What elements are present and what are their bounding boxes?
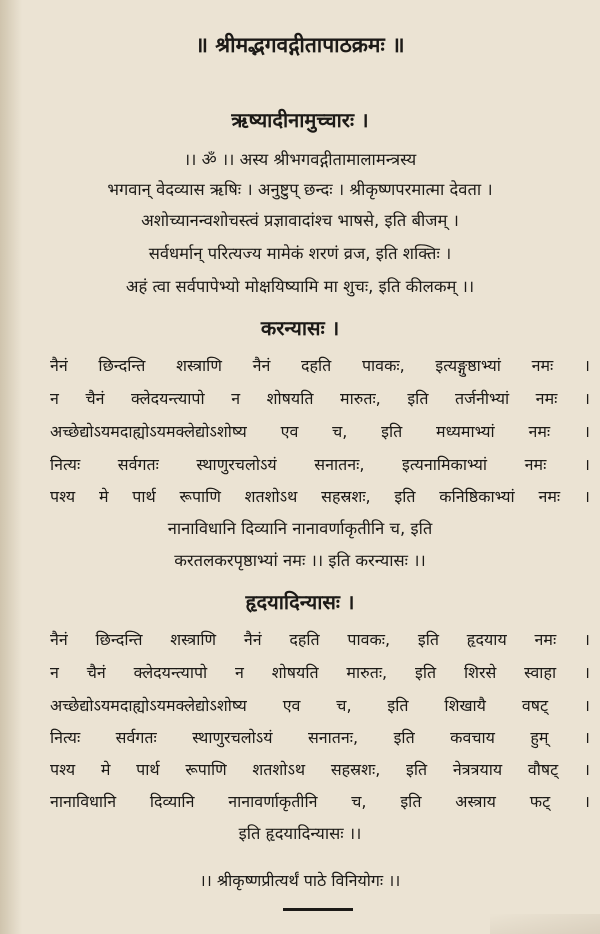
hridayadinyasa-line: नैनं छिन्दन्ति शस्त्राणि नैनं दहति पावकः, इति हृदयाय नमः । [50,630,590,649]
karanyasa-line: पश्य मे पार्थ रूपाणि शतशोऽथ सहस्रशः, इति कनिष्ठिकाभ्यां नमः । [50,487,590,506]
karanyasa-line: नैनं छिन्दन्ति शस्त्राणि नैनं दहति पावकः, इत्यङ्गुष्ठाभ्यां नमः । [50,356,590,375]
rishyadi-line: भगवान् वेदव्यास ऋषिः । अनुष्टुप् छन्दः । श्रीकृष्णपरमात्मा देवता । [107,180,493,199]
hridayadinyasa-line: पश्य मे पार्थ रूपाणि शतशोऽथ सहस्रशः, इति नेत्रत्रयाय वौषट् । [50,760,590,779]
page-title: ॥ श्रीमद्भगवद्गीतापाठक्रमः ॥ [195,33,405,57]
rishyadi-line: अशोच्यानन्वशोचस्त्वं प्रज्ञावादांश्च भाषसे, इति बीजम् । [141,211,459,230]
rishyadi-line: ।। ॐ ।। अस्य श्रीभगवद्गीतामालामन्त्रस्य [183,150,417,169]
karanyasa-line: न चैनं क्लेदयन्त्यापो न शोषयति मारुतः, इति तर्जनीभ्यां नमः । [50,389,590,408]
viniyoga-line: ।। श्रीकृष्णप्रीत्यर्थं पाठे विनियोगः ।। [199,871,401,890]
hridayadinyasa-line: नित्यः सर्वगतः स्थाणुरचलोऽयं सनातनः, इति कवचाय हुम् । [50,728,590,747]
hridayadinyasa-line: न चैनं क्लेदयन्त्यापो न शोषयति मारुतः, इति शिरसे स्वाहा । [50,663,590,682]
karanyasa-heading: करन्यासः । [260,316,340,340]
hridayadinyasa-line: नानाविधानि दिव्यानि नानावर्णाकृतीनि च, इति अस्त्राय फट् । [50,792,590,811]
rishyadi-line: सर्वधर्मान् परित्यज्य मामेकं शरणं व्रज, इति शक्तिः । [148,244,452,263]
karanyasa-line: अच्छेद्योऽयमदाह्योऽयमक्लेद्योऽशोष्य एव च, इति मध्यमाभ्यां नमः । [50,422,590,441]
karanyasa-line: नित्यः सर्वगतः स्थाणुरचलोऽयं सनातनः, इत्यनामिकाभ्यां नमः । [50,455,590,474]
karanyasa-line: नानाविधानि दिव्यानि नानावर्णाकृतीनि च, इति [167,519,433,538]
page-corner-shadow [490,914,600,934]
hridayadinyasa-line: अच्छेद्योऽयमदाह्योऽयमक्लेद्योऽशोष्य एव च, इति शिखायै वषट् । [50,696,590,715]
karanyasa-line: करतलकरपृष्ठाभ्यां नमः ।। इति करन्यासः ।। [174,551,426,570]
page-spine-shadow [0,0,22,934]
rishyadi-line: अहं त्वा सर्वपापेभ्यो मोक्षयिष्यामि मा शुचः, इति कीलकम् ।। [125,277,475,296]
closing-rule [283,908,353,911]
rishyadi-heading: ऋष्यादीनामुच्चारः । [231,108,369,132]
hridayadinyasa-heading: हृदयादिन्यासः । [245,590,355,614]
hridayadinyasa-line: इति हृदयादिन्यासः ।। [238,824,362,843]
